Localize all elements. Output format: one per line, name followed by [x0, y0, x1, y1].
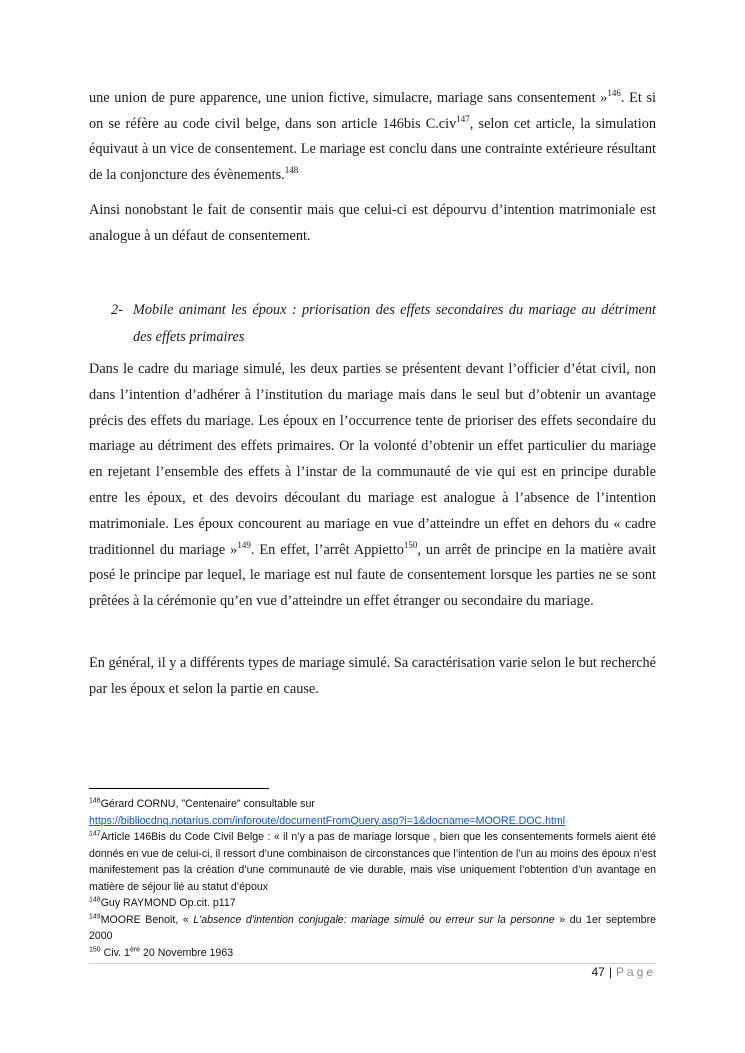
footnote-text: Gérard CORNU, "Centenaire" consultable sur	[100, 798, 315, 810]
footnote-title: L'absence d'intention conjugale: mariage simulé ou erreur sur la personne	[193, 913, 555, 926]
footnote-148	[89, 895, 656, 912]
paragraph-3	[89, 357, 656, 615]
footnotes	[89, 796, 656, 961]
footnote-text: Civ. 1	[100, 946, 130, 959]
footnote-text: Article 146Bis du Code Civil Belge : « il n’y a pas de mariage lorsque , bien que les consentements formels aient été donnés en vue de celui-ci, il ressort d’une combinaison de circonstances que l’intention de l’un au moins des époux n’est manifestement pas la création d’une communauté de vie durable, mais vise uniquement l’obtention d’un avantage en matière de séjour lié au statut d’époux	[89, 831, 656, 893]
footnote-ref-149[interactable]: 149	[237, 539, 251, 550]
footer-divider	[89, 963, 656, 964]
footnote-number: 150	[89, 945, 101, 953]
section-heading	[111, 297, 656, 351]
footnote-150	[89, 945, 656, 962]
heading-text: Mobile animant les époux : priorisation des effets secondaires du mariage au détriment des effets primaires	[133, 302, 656, 345]
footnote-ref-146[interactable]: 146	[607, 88, 621, 99]
text: une union de pure apparence, une union fictive, simulacre, mariage sans consentement »	[89, 90, 608, 106]
footnote-146	[89, 796, 656, 829]
paragraph-2: Ainsi nonobstant le fait de consentir mais que celui-ci est dépourvu d’intention matrimoniale est analogue à un défaut de consentement.	[89, 201, 656, 244]
footnote-ref-148[interactable]: 148	[284, 165, 299, 176]
heading-number: 2-	[111, 302, 123, 318]
ordinal-suffix: ère	[129, 945, 141, 953]
footnote-text: MOORE Benoit, «	[100, 913, 194, 926]
footnote-ref-150[interactable]: 150	[403, 539, 418, 550]
page-label: Page	[615, 965, 656, 979]
text: Dans le cadre du mariage simulé, les deux parties se présentent devant l’officier d’état civil, non dans l’intention d’adhérer à l’institution du mariage mais dans le seul but d’obtenir un avantage précis des effets du mariage. Les époux en l’occurrence tente de prioriser des effets secondaire du mariage au détriment des effets primaires. Or la volonté d’obtenir un effet particulier du mariage en rejetant l’ensemble des effets à l’instar de la communauté de vie qui est en principe durable entre les époux, et des devoirs découlant du mariage est analogue à l’absence de l’intention matrimoniale. Les époux concourent au mariage en vue d’atteindre un effet en dehors du « cadre traditionnel du mariage »	[89, 361, 656, 558]
footnote-147	[89, 829, 656, 895]
footnote-link[interactable]: https://bibliocdnq.notarius.com/inforoute/documentFromQuery.asp?i=1&docname=MOORE.DOC.html	[89, 814, 566, 827]
footnote-149	[89, 912, 656, 945]
footnote-text: » du 1er septembre 2000	[89, 913, 656, 942]
page-number: 47	[591, 965, 605, 979]
footnote-number: 148	[89, 896, 101, 904]
footnote-text: 20 Novembre 1963	[140, 946, 234, 959]
page-body	[89, 86, 656, 249]
footnote-number: 147	[89, 830, 101, 838]
footnote-separator	[89, 788, 269, 789]
footnote-number: 146	[89, 797, 101, 805]
footnote-number: 149	[89, 912, 101, 920]
text: , un arrêt de principe en la matière avait posé le principe par lequel, le mariage est nul faute de consentement lorsque les parties ne se sont prêtées à la cérémonie qu’en vue d’atteindre un effet étranger ou secondaire du mariage.	[89, 541, 656, 610]
footer-separator: |	[608, 965, 612, 979]
footnote-ref-147[interactable]: 147	[456, 113, 470, 124]
page-footer	[591, 965, 656, 979]
text: . Et si on se réfère au code civil belge, dans son article 146bis C.civ	[89, 90, 656, 132]
text: , selon cet article, la simulation équivaut à un vice de consentement. Le mariage est conclu dans une contrainte extérieure résultant de la conjoncture des évènements.	[89, 115, 656, 184]
footnote-text: Guy RAYMOND Op.cit. p117	[100, 897, 236, 909]
text: . En effet, l’arrêt Appietto	[250, 541, 404, 558]
paragraph-1	[89, 86, 656, 189]
paragraph-4: En général, il y a différents types de mariage simulé. Sa caractérisation varie selon le but recherché par les époux et selon la partie en cause.	[89, 655, 656, 697]
